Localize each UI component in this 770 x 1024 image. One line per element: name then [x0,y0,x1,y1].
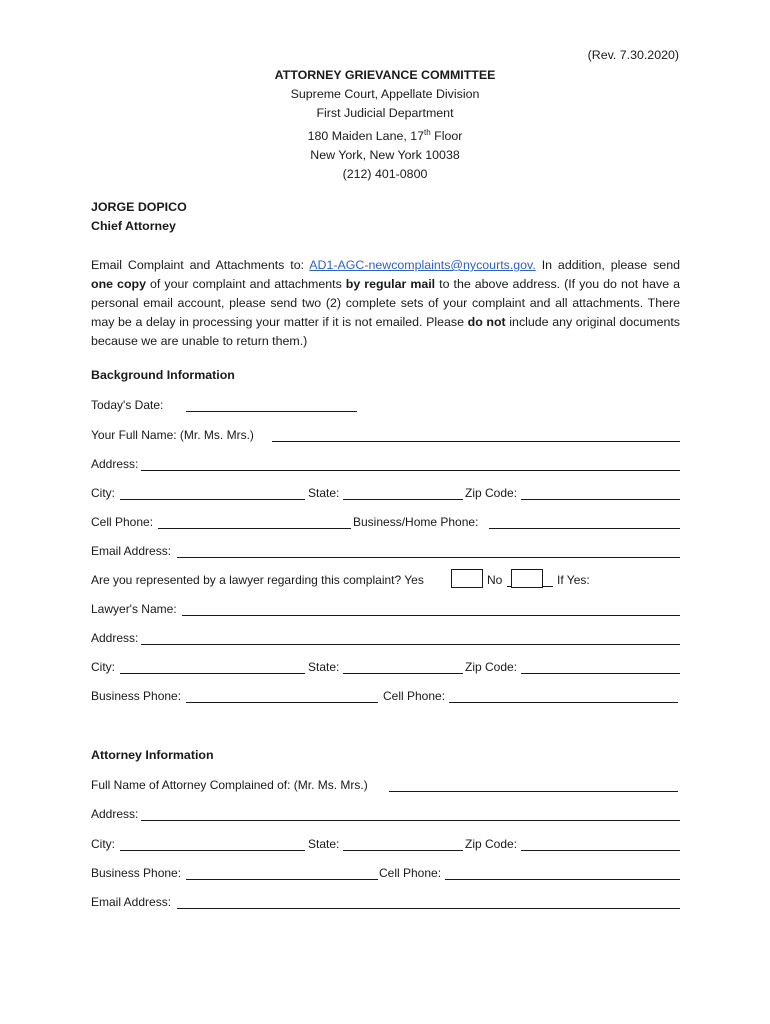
attorney-phone-row [91,866,681,882]
lawyer-phone-row [91,689,681,705]
attorney-email-row [91,895,681,911]
no-label: No [487,573,503,587]
todays-date-label: Today's Date: [91,398,164,412]
attorney-state-label: State: [308,837,340,851]
instructions-text-5: include any original documents because we are unable to return them.) [91,315,681,348]
lawyer-cell-phone-label: Cell Phone: [383,689,446,703]
attorney-address-label: Address: [91,807,139,821]
revision-date: (Rev. 7.30.2020) [587,48,679,62]
city-state-zip-row [91,486,681,502]
business-phone-field[interactable] [186,702,378,703]
cell-phone-label: Cell Phone: [91,515,154,529]
phone-row [91,515,681,531]
instructions-text-1: Email Complaint and Attachments to: [91,258,310,272]
letterhead [0,66,770,184]
attorney-name-field[interactable] [389,791,678,792]
instructions-bold-3: do not [467,315,506,329]
instructions-text-2: In addition, please send [535,258,680,272]
yes-checkbox[interactable] [451,569,483,588]
lawyers-name-row [91,602,681,618]
lawyer-address-field[interactable] [141,644,680,645]
attorney-business-phone-field[interactable] [186,879,378,880]
instructions-bold-2: by regular mail [345,277,436,291]
attorney-name-label: Full Name of Attorney Complained of: (Mr. Ms. Mrs.) [91,778,368,792]
attorney-zip-field[interactable] [521,850,680,851]
instructions-paragraph [91,256,680,351]
business-phone-label: Business Phone: [91,689,182,703]
chief-attorney-name: JORGE DOPICO [91,200,187,214]
phone-number: (212) 401-0800 [342,167,428,182]
email-address-label: Email Address: [91,544,172,558]
attorney-city-label: City: [91,837,115,851]
attorney-email-field[interactable] [177,908,680,909]
address-row [91,457,681,473]
city-state-zip: New York, New York 10038 [310,148,460,163]
city-label: City: [91,486,115,500]
instructions-bold-1: one copy [91,277,146,291]
business-home-phone-label: Business/Home Phone: [353,515,479,529]
attorney-section-title: Attorney Information [91,748,214,762]
street-address-main: 180 Maiden Lane, 17 [307,129,425,144]
zip-field[interactable] [521,499,680,500]
court-name: Supreme Court, Appellate Division [290,87,480,101]
attorney-state-field[interactable] [343,850,463,851]
lawyer-cell-phone-field[interactable] [449,702,678,703]
lawyer-state-label: State: [308,660,340,674]
no-checkbox[interactable] [511,569,543,588]
lawyer-address-label: Address: [91,631,139,645]
lawyers-name-label: Lawyer's Name: [91,602,177,616]
business-home-phone-field[interactable] [489,528,680,529]
department-name: First Judicial Department [316,106,454,120]
street-address-ordinal: th [424,128,431,137]
full-name-row [91,428,681,444]
attorney-business-phone-label: Business Phone: [91,866,182,880]
attorney-address-field[interactable] [141,820,680,821]
email-row [91,544,681,560]
attorney-city-field[interactable] [120,850,305,851]
instructions-text-4: to the above address. (If you do not have a personal email account, please send two (2) complete sets of your complaint and all attachments. There may be a delay in processing your matter if it is not emailed. Please [91,277,681,329]
complaint-email-link[interactable]: AD1-AGC-newcomplaints@nycourts.gov. [309,258,536,272]
instructions-text-3: of your complaint and attachments [145,277,346,291]
lawyer-city-state-zip-row [91,660,681,676]
zip-label: Zip Code: [465,486,518,500]
street-address-floor: Floor [430,129,463,144]
lawyer-zip-label: Zip Code: [465,660,518,674]
if-yes-label: If Yes: [557,573,590,587]
chief-attorney-block [91,198,187,236]
address-label: Address: [91,457,139,471]
attorney-city-state-zip-row [91,837,681,853]
attorney-cell-phone-field[interactable] [445,879,680,880]
chief-attorney-title: Chief Attorney [91,219,176,233]
address-field[interactable] [141,470,680,471]
full-name-field[interactable] [272,441,680,442]
attorney-zip-label: Zip Code: [465,837,518,851]
lawyer-state-field[interactable] [343,673,463,674]
attorney-address-row [91,807,681,823]
lawyer-city-label: City: [91,660,115,674]
attorney-cell-phone-label: Cell Phone: [379,866,442,880]
lawyer-address-row [91,631,681,647]
email-address-field[interactable] [177,557,680,558]
street-address [0,123,770,146]
state-field[interactable] [343,499,463,500]
background-section-title: Background Information [91,368,235,382]
full-name-label: Your Full Name: (Mr. Ms. Mrs.) [91,428,254,442]
todays-date-row [91,398,681,414]
lawyer-city-field[interactable] [120,673,305,674]
represented-question: Are you represented by a lawyer regarding this complaint? Yes [91,573,424,587]
attorney-name-row [91,778,681,794]
lawyers-name-field[interactable] [182,615,680,616]
todays-date-field[interactable] [186,411,357,412]
state-label: State: [308,486,340,500]
city-field[interactable] [120,499,305,500]
attorney-email-label: Email Address: [91,895,172,909]
cell-phone-field[interactable] [158,528,351,529]
represented-row [91,573,681,589]
organization-name: ATTORNEY GRIEVANCE COMMITTEE [274,68,496,82]
lawyer-zip-field[interactable] [521,673,680,674]
